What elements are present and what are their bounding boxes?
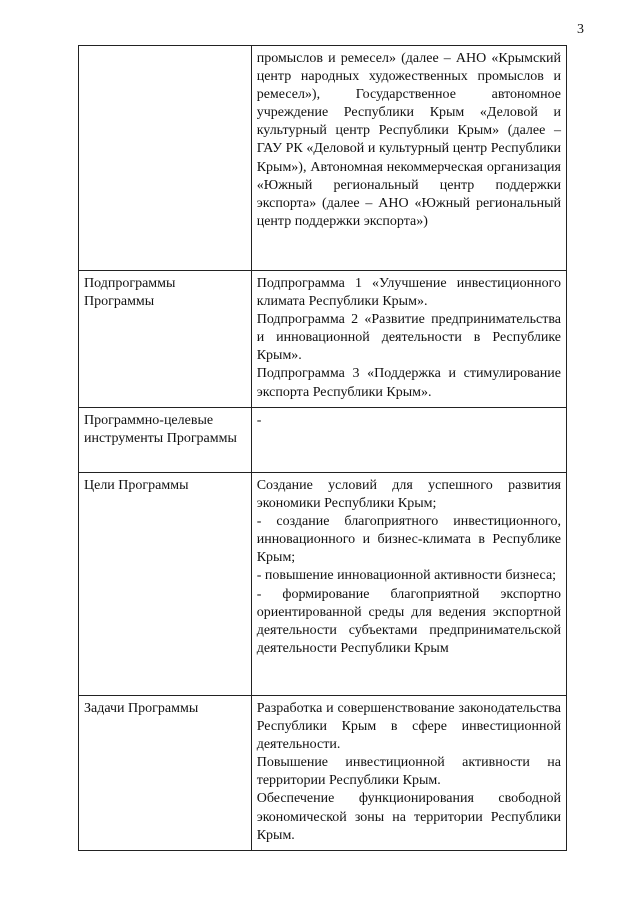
row-label: Подпрограммы Программы: [79, 271, 252, 408]
table-row-program-tasks: [79, 696, 567, 851]
paragraph: Подпрограмма 2 «Развитие предпринимательства и инновационной деятельности в Республике Крым».: [256, 312, 561, 364]
row-value: [251, 271, 566, 408]
paragraph: промыслов и ремесел» (далее – АНО «Крымский центр народных художественных промыслов и ремесел»), Государственное автономное учреждение Республики Крым «Деловой и культурный центр Республики Крым» (далее – ГАУ РК «Деловой и культурный центр Республики Крым»), Автономная некоммерческая организация «Южный региональный центр поддержки экспорта» (далее – АНО «Южный региональный центр поддержки экспорта»): [256, 51, 561, 229]
paragraph: - формирование благоприятной экспортно ориентированной среды для ведения экспортной деятельности субъектами предпринимательской деятельности Республики Крым: [256, 586, 561, 656]
paragraph: Подпрограмма 1 «Улучшение инвестиционного климата Республики Крым».: [256, 276, 561, 310]
row-value: [251, 46, 566, 271]
paragraph: Обеспечение функционирования свободной экономической зоны на территории Республики Крым.: [256, 791, 561, 843]
row-label: Программно-целевые инструменты Программы: [79, 408, 252, 473]
row-label: Цели Программы: [79, 473, 252, 696]
paragraph: -: [256, 413, 262, 428]
row-value: [251, 696, 566, 851]
paragraph: Подпрограмма 3 «Поддержка и стимулирование экспорта Республики Крым».: [256, 366, 561, 400]
paragraph: Разработка и совершенствование законодательства Республики Крым в сфере инвестиционной деятельности.: [256, 701, 561, 753]
table-row-subprograms: [79, 271, 567, 408]
paragraph: - повышение инновационной активности бизнеса;: [256, 568, 557, 584]
row-label: Задачи Программы: [79, 696, 252, 851]
table-row-executors-continued: [79, 46, 567, 271]
page-number: 3: [577, 22, 584, 37]
paragraph: Повышение инвестиционной активности на территории Республики Крым.: [256, 755, 561, 789]
table-row-program-goals: [79, 473, 567, 696]
row-value: [251, 408, 566, 473]
row-label: [79, 46, 252, 271]
row-value: [251, 473, 566, 696]
table-row-program-instruments: [79, 408, 567, 473]
program-passport-table: [78, 45, 567, 851]
paragraph: - создание благоприятного инвестиционного, инновационного и бизнес-климата в Республике Крым;: [256, 514, 561, 566]
paragraph: Создание условий для успешного развития экономики Республики Крым;: [256, 478, 561, 512]
